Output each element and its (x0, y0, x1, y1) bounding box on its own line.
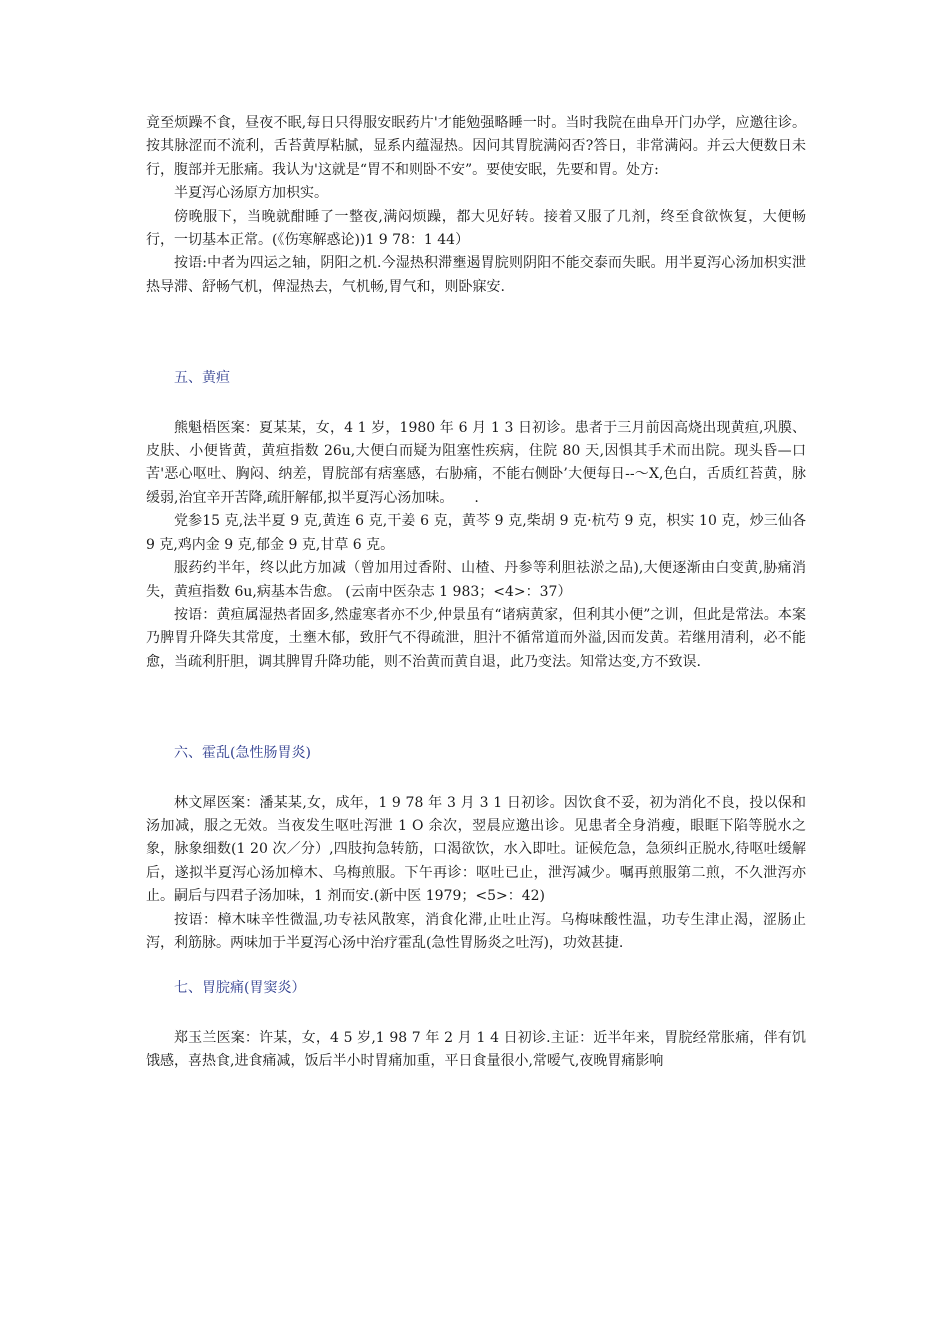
spacer (146, 674, 806, 742)
spacer (146, 766, 806, 792)
section-5-paragraph-3: 服药约半年，终以此方加减（曾加用过香附、山楂、丹参等利胆祛淤之品),大便逐渐由白变黄,胁痛消失，黄疸指数 6u,病基本告愈。 (云南中医杂志 1 983；<4>：37） (146, 560, 806, 600)
intro-paragraph-1: 竟至烦躁不食，昼夜不眠,每日只得服安眠药片'才能勉强略睡一时。当时我院在曲阜开门办学，应邀往诊。按其脉涩而不流利，舌苔黄厚粘腻，显系内蕴湿热。因问其胃脘满闷否?答日，非常满闷。并云大便数日未行，腹部并无胀痛。我认为'这就是“胃不和则卧不安”。要使安眠，先要和胃。处方: (146, 115, 806, 178)
spacer (146, 955, 806, 977)
section-5-heading: 五、黄疸 (174, 370, 230, 387)
intro-paragraph-2: 半夏泻心汤原方加枳实。 (174, 185, 328, 202)
section-7-paragraph-1: 郑玉兰医案：许某，女，4 5 岁,1 98 7 年 2 月 1 4 日初诊.主证：近半年来，胃脘经常胀痛，伴有饥饿感，喜热食,进食痛减，饭后半小时胃痛加重，平日食量很小,常嗳气,夜晚胃痛影响 (146, 1029, 806, 1070)
intro-paragraph-4: 按语:中者为四运之轴，阴阳之机.今湿热积滞壅遏胃脘则阴阳不能交泰而失眠。用半夏泻心汤加枳实泄热导滞、舒畅气机，俾湿热去，气机畅,胃气和，则卧寐安. (146, 255, 806, 295)
section-6-heading: 六、霍乱(急性肠胃炎) (174, 745, 311, 762)
spacer (146, 1001, 806, 1027)
intro-paragraph-3: 傍晚服下，当晚就酣睡了一整夜,满闷烦躁，都大见好转。接着又服了几剂，终至食欲恢复，大便畅行，一切基本正常。(《伤寒解惑论))1 9 78：1 44） (146, 208, 806, 249)
section-5-paragraph-2: 党参15 克,法半夏 9 克,黄连 6 克,干姜 6 克，黄芩 9 克,柴胡 9 克·杭芍 9 克，枳实 10 克，炒三仙各 9 克,鸡内金 9 克,郁金 9 克,甘草 6 克。 (146, 513, 806, 553)
section-6-paragraph-1: 林文犀医案：潘某某,女，成年，1 9 78 年 3 月 3 1 日初诊。因饮食不妥，初为消化不良，投以保和汤加减，服之无效。当夜发生呕吐泻泄 1 O 余次，翌晨应邀出诊。见患者全身消瘦，眼眶下陷等脱水之象，脉象细数(1 20 次／分）,四肢拘急转筋，口渴欲饮，水入即吐。证候危急，急须纠正脱水,待呕吐缓解后，遂拟半夏泻心汤加樟木、乌梅煎服。下午再诊：呕吐已止，泄泻减少。嘱再煎服第二煎，不久泄泻亦止。嗣后与四君子汤加味，1 剂而安.(新中医 1979；<5>：42) (146, 794, 806, 905)
spacer (146, 391, 806, 417)
section-5-paragraph-1: 熊魁梧医案：夏某某，女，4 1 岁，1980 年 6 月 1 3 日初诊。患者于三月前因高烧出现黄疸,巩膜、皮肤、小便皆黄，黄疸指数 26u,大便白而疑为阻塞性疾病，住院 80 天,因惧其手术而出院。现头昏—口苦'恶心呕吐、胸闷、纳差，胃脘部有痞塞感，右胁痛，不能右侧卧’大便每日--～X,色白，舌质红苔黄，脉缓弱,治宜辛开苦降,疏肝解郁,拟半夏泻心汤加味。 . (146, 419, 806, 506)
section-5-paragraph-4: 按语：黄疸属湿热者固多,然虚寒者亦不少,仲景虽有“诸病黄家，但利其小便”之训，但此是常法。本案乃脾胃升降失其常度，土壅木郁，致肝气不得疏泄，胆汁不循常道而外溢,因而发黄。若继用清利，必不能愈，当疏利肝胆，调其脾胃升降功能，则不治黄而黄自退，此乃变法。知常达变,方不致误. (146, 606, 806, 670)
document-page (146, 112, 806, 1074)
section-6-paragraph-2: 按语：樟木味辛性微温,功专祛风散寒，消食化滞,止吐止泻。乌梅味酸性温，功专生津止渴，涩肠止泻，利筋脉。两味加于半夏泻心汤中治疗霍乱(急性胃肠炎之吐泻)，功效甚捷. (146, 911, 806, 951)
section-7-heading: 七、胃脘痛(胃窦炎） (174, 980, 306, 997)
spacer (146, 299, 806, 367)
